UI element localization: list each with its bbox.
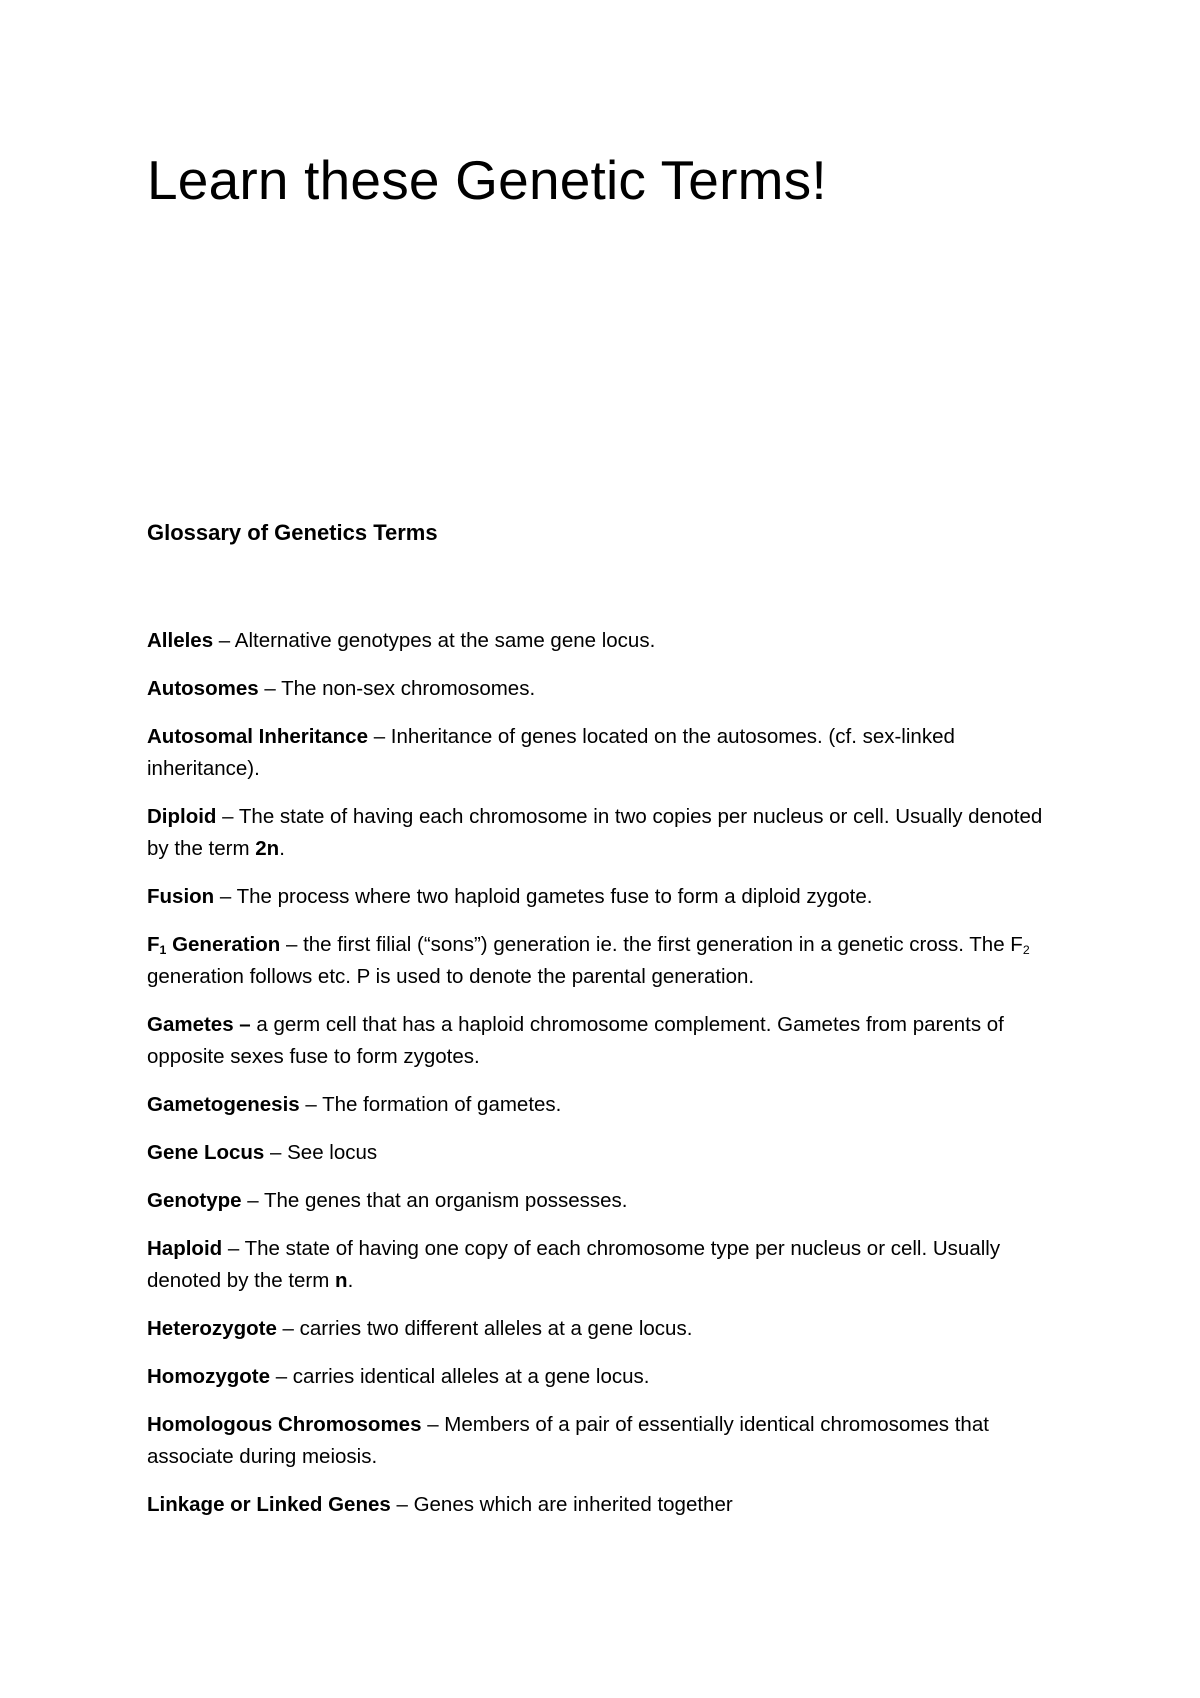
glossary-entry-autosomal-inheritance bbox=[147, 721, 1067, 785]
glossary-entry-diploid bbox=[147, 801, 1067, 865]
glossary-definition: – The genes that an organism possesses. bbox=[241, 1189, 628, 1212]
page-title: Learn these Genetic Terms! bbox=[147, 149, 827, 211]
glossary-definition: a germ cell that has a haploid chromosome complement. Gametes from parents of opposite sexes fuse to form zygotes. bbox=[147, 1013, 1004, 1068]
glossary-term-suffix: Generation bbox=[166, 933, 281, 956]
glossary-definition-subscript: 2 bbox=[1022, 943, 1030, 958]
glossary-definition-end: . bbox=[279, 837, 285, 860]
glossary-bold-value: n bbox=[335, 1269, 348, 1292]
glossary-term: Genotype bbox=[147, 1189, 242, 1212]
glossary-term: Homozygote bbox=[147, 1365, 270, 1388]
glossary-term: Fusion bbox=[147, 885, 215, 908]
glossary-definition: – carries identical alleles at a gene locus. bbox=[270, 1365, 650, 1388]
glossary-definition: – Genes which are inherited together bbox=[390, 1493, 733, 1516]
glossary-term-prefix: F bbox=[147, 933, 160, 956]
glossary-entry-gene-locus bbox=[147, 1137, 1067, 1169]
glossary-entry-fusion bbox=[147, 881, 1067, 913]
glossary-term: Autosomes bbox=[147, 677, 259, 700]
glossary-definition: – Members of a pair of essentially identical chromosomes that associate during meiosis. bbox=[147, 1413, 989, 1468]
glossary-definition: – The process where two haploid gametes fuse to form a diploid zygote. bbox=[214, 885, 873, 908]
glossary-definition: – Inheritance of genes located on the autosomes. (cf. sex-linked inheritance). bbox=[147, 725, 955, 780]
glossary-term bbox=[147, 933, 280, 956]
glossary-definition: – carries two different alleles at a gene locus. bbox=[276, 1317, 693, 1340]
glossary-term: Alleles bbox=[147, 629, 214, 652]
glossary-entry-autosomes bbox=[147, 673, 1067, 705]
glossary-term-subscript: 1 bbox=[159, 943, 167, 958]
glossary-definition: – The state of having each chromosome in two copies per nucleus or cell. Usually denoted by the term bbox=[147, 805, 1043, 860]
glossary-entry-gametogenesis bbox=[147, 1089, 1067, 1121]
glossary-term: Gametogenesis bbox=[147, 1093, 300, 1116]
glossary-list bbox=[147, 625, 1067, 1537]
glossary-definition: – See locus bbox=[264, 1141, 378, 1164]
glossary-definition: – The non-sex chromosomes. bbox=[258, 677, 536, 700]
glossary-term: Homologous Chromosomes bbox=[147, 1413, 422, 1436]
glossary-definition: – Alternative genotypes at the same gene locus. bbox=[213, 629, 656, 652]
glossary-entry-alleles bbox=[147, 625, 1067, 657]
glossary-term: Haploid bbox=[147, 1237, 223, 1260]
glossary-entry-genotype bbox=[147, 1185, 1067, 1217]
glossary-bold-value: 2n bbox=[255, 837, 280, 860]
glossary-entry-heterozygote bbox=[147, 1313, 1067, 1345]
glossary-definition: – The state of having one copy of each chromosome type per nucleus or cell. Usually denoted by the term bbox=[147, 1237, 1001, 1292]
glossary-definition-end: . bbox=[347, 1269, 354, 1292]
glossary-term: Linkage or Linked Genes bbox=[147, 1493, 391, 1516]
glossary-term: Gene Locus bbox=[147, 1141, 265, 1164]
glossary-entry-gametes bbox=[147, 1009, 1067, 1073]
glossary-term: Heterozygote bbox=[147, 1317, 277, 1340]
glossary-definition-end: generation follows etc. P is used to denote the parental generation. bbox=[147, 965, 755, 988]
glossary-entry-linkage bbox=[147, 1489, 1067, 1521]
glossary-entry-homozygote bbox=[147, 1361, 1067, 1393]
section-heading: Glossary of Genetics Terms bbox=[147, 520, 438, 545]
glossary-term: Diploid bbox=[147, 805, 217, 828]
glossary-definition: – the first filial (“sons”) generation ie. the first generation in a genetic cross. The F bbox=[280, 933, 1023, 956]
glossary-term: Gametes – bbox=[147, 1013, 251, 1036]
glossary-entry-f1-generation bbox=[147, 929, 1067, 993]
glossary-entry-homologous-chromosomes bbox=[147, 1409, 1067, 1473]
glossary-definition: – The formation of gametes. bbox=[299, 1093, 562, 1116]
glossary-entry-haploid bbox=[147, 1233, 1067, 1297]
glossary-term: Autosomal Inheritance bbox=[147, 725, 368, 748]
